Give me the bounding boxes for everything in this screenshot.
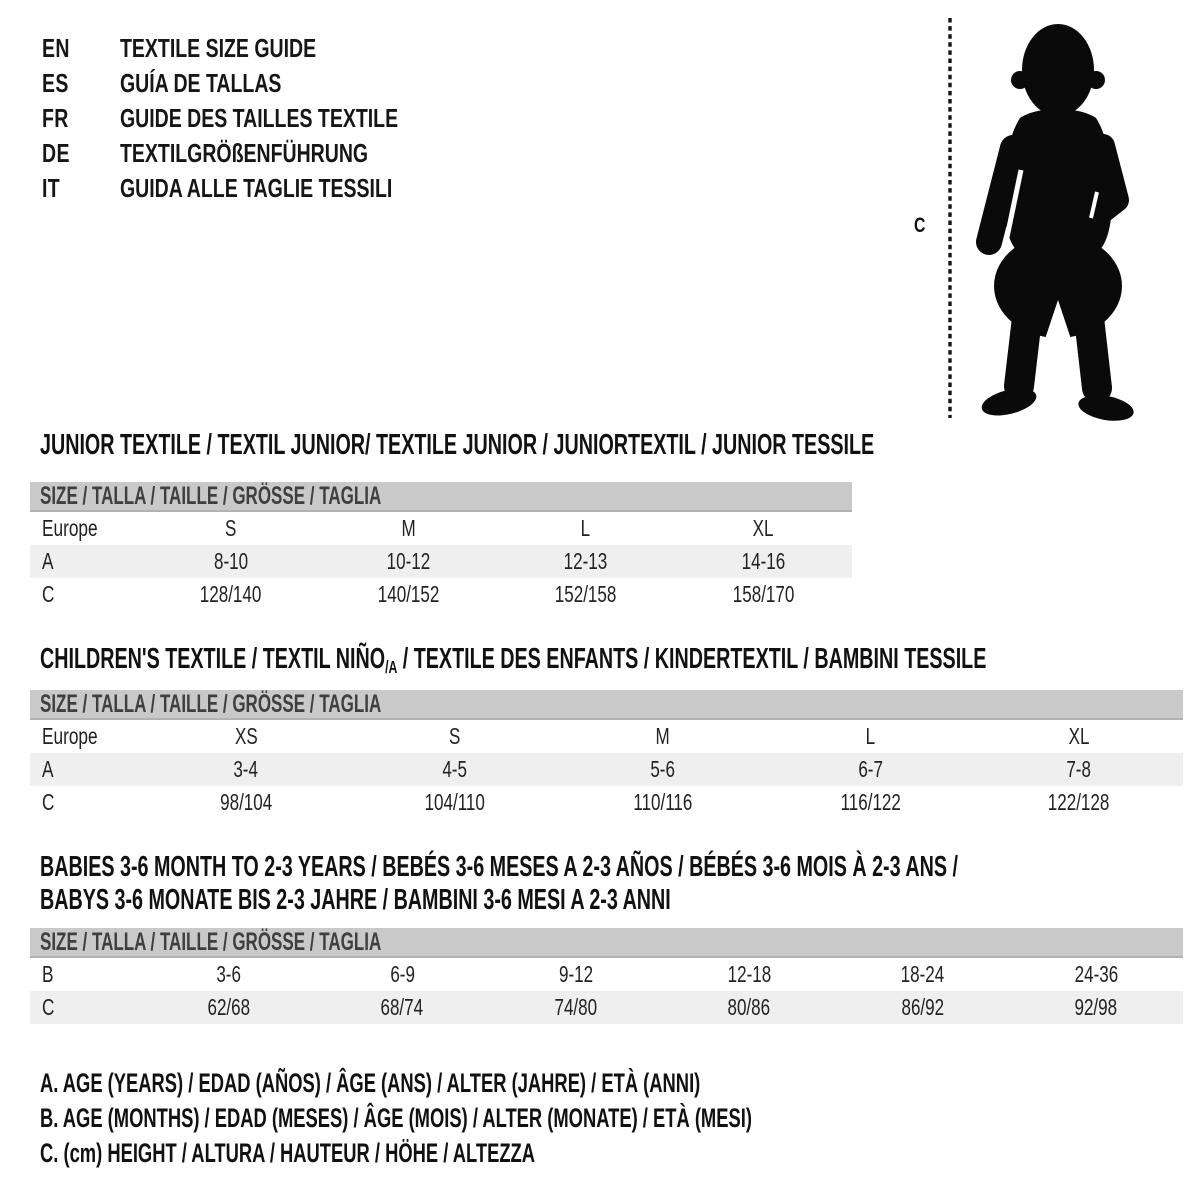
table-row [30,512,852,545]
row-label [30,578,142,611]
language-code [42,173,120,204]
language-code-text: IT [42,173,61,203]
size-cell-text: M [401,515,416,541]
size-cell-text: 6-9 [389,961,415,987]
size-cell [142,578,320,611]
children-size-table [30,690,1183,819]
size-cell-text: 18-24 [900,961,945,987]
language-label [120,68,335,99]
children-title-subscript: /A [385,657,398,678]
size-cell [320,578,498,611]
size-cell [142,991,316,1024]
table-row [30,991,1183,1024]
row-label [30,545,142,578]
junior-size-table [30,482,852,611]
row-label-text: C [42,581,55,607]
legend-line-text: A. AGE (YEARS) / EDAD (AÑOS) / ÂGE (ANS) / ALTER (JAHRE) / ETÀ (ANNI) [40,1068,701,1098]
size-cell [975,753,1183,786]
size-cell [350,720,558,753]
row-label [30,512,142,545]
size-cell [1010,991,1184,1024]
language-row [42,171,491,206]
legend-line-text: B. AGE (MONTHS) / EDAD (MESES) / ÂGE (MOIS) / ALTER (MONATE) / ETÀ (MESI) [40,1103,752,1133]
size-cell [497,578,675,611]
size-cell [142,958,316,991]
size-cell-text: 86/92 [901,994,945,1020]
language-label [120,173,483,204]
row-label [30,720,142,753]
size-cell-text: 62/68 [207,994,251,1020]
baby-silhouette-icon [965,20,1145,422]
size-cell [558,753,766,786]
size-cell [558,720,766,753]
language-row [42,136,491,171]
table-row [30,958,1183,991]
size-cell [663,958,837,991]
language-code [42,138,120,169]
table-header-label: SIZE / TALLA / TAILLE / GRÖSSE / TAGLIA [40,928,382,956]
language-row [42,31,491,66]
children-section-title [40,643,1200,684]
size-cell [316,958,490,991]
language-code [42,33,120,64]
size-cell [675,512,853,545]
size-cell-text: S [225,515,237,541]
size-cell [663,991,837,1024]
size-cell [767,786,975,819]
junior-section-title [40,429,1200,462]
babies-title-line2: BABYS 3-6 MONATE BIS 2-3 JAHRE / BAMBINI 3-6 MESI A 2-3 ANNI [40,884,671,916]
language-label-text: GUIDA ALLE TAGLIE TESSILI [120,173,393,203]
size-cell-text: 9-12 [558,961,593,987]
size-cell-text: 10-12 [386,548,431,574]
language-label-text: TEXTILGRÖßENFÜHRUNG [120,138,369,168]
junior-section-title-text: JUNIOR TEXTILE / TEXTIL JUNIOR/ TEXTILE JUNIOR / JUNIORTEXTIL / JUNIOR TESSILE [40,429,875,461]
language-code-text: ES [42,68,69,98]
size-cell-text: 104/110 [424,789,485,815]
size-cell [489,991,663,1024]
size-cell [975,720,1183,753]
size-cell [836,958,1010,991]
row-label-text: Europe [42,515,98,541]
table-header-label: SIZE / TALLA / TAILLE / GRÖSSE / TAGLIA [40,482,382,510]
language-code-text: FR [42,103,69,133]
size-cell [489,958,663,991]
size-cell-text: 98/104 [220,789,273,815]
size-cell-text: 68/74 [380,994,424,1020]
children-title-before: CHILDREN'S TEXTILE / TEXTIL NIÑO [40,643,386,675]
table-row [30,578,852,611]
row-label-text: A [42,548,54,574]
height-marker-label-text: C [914,214,926,237]
size-cell [675,578,853,611]
language-code-text: DE [42,138,70,168]
row-label-text: C [42,789,55,815]
size-cell-text: 14-16 [741,548,786,574]
size-cell [497,545,675,578]
row-label-text: Europe [42,723,98,749]
size-cell-text: 92/98 [1074,994,1118,1020]
size-cell [142,720,350,753]
row-label-text: B [42,961,54,987]
size-cell [316,991,490,1024]
size-cell-text: 5-6 [650,756,675,782]
language-label-text: GUÍA DE TALLAS [120,68,282,98]
language-row [42,66,491,101]
row-label-text: C [42,994,55,1020]
size-cell-text: 74/80 [554,994,598,1020]
size-cell [142,512,320,545]
size-cell-text: 4-5 [441,756,467,782]
size-cell-text: 152/158 [554,581,617,607]
size-cell [142,545,320,578]
table-header [30,482,852,512]
size-cell-text: 12-13 [563,548,608,574]
size-cell [767,720,975,753]
legend-line [40,1066,1087,1101]
table-header [30,928,1183,958]
size-cell [558,786,766,819]
height-measure-line [947,18,953,418]
row-label [30,753,142,786]
size-cell-text: 12-18 [727,961,772,987]
babies-size-table [30,928,1183,1024]
size-cell [497,512,675,545]
table-row [30,753,1183,786]
language-label-text: GUIDE DES TAILLES TEXTILE [120,103,399,133]
babies-title-line1: BABIES 3-6 MONTH TO 2-3 YEARS / BEBÉS 3-6 MESES A 2-3 AÑOS / BÉBÉS 3-6 MOIS À 2-3 ANS / [40,851,958,883]
size-cell-text: 158/170 [732,581,795,607]
language-code-text: EN [42,33,70,63]
size-cell [1010,958,1184,991]
language-label [120,103,491,134]
size-cell-text: XL [752,515,774,541]
size-cell-text: 7-8 [1066,756,1092,782]
size-cell [142,753,350,786]
table-row [30,720,1183,753]
size-cell-text: 3-6 [216,961,242,987]
table-header-label: SIZE / TALLA / TAILLE / GRÖSSE / TAGLIA [40,690,382,718]
legend-line [40,1136,1087,1171]
size-cell-text: 3-4 [233,756,259,782]
table-header [30,690,1183,720]
size-cell [350,786,558,819]
size-cell-text: XS [234,723,258,749]
size-cell-text: 8-10 [213,548,248,574]
table-row [30,545,852,578]
children-title-after: / TEXTILE DES ENFANTS / KINDERTEXTIL / BAMBINI TESSILE [397,643,987,675]
babies-section-title [40,851,1200,917]
legend-line-text: C. (cm) HEIGHT / ALTURA / HAUTEUR / HÖHE / ALTEZZA [40,1138,536,1168]
legend-line [40,1101,1087,1136]
size-cell-text: 140/152 [377,581,440,607]
language-code [42,68,120,99]
size-cell-text: L [581,515,591,541]
row-label-text: A [42,756,54,782]
size-cell-text: S [448,723,460,749]
size-cell-text: 116/122 [840,789,901,815]
language-list [42,31,491,206]
language-label [120,33,381,64]
size-cell-text: 128/140 [199,581,262,607]
size-cell [350,753,558,786]
row-label [30,991,142,1024]
size-cell-text: 80/86 [727,994,771,1020]
size-cell [142,786,350,819]
children-section-title-text [40,643,986,684]
size-cell [836,991,1010,1024]
size-cell [320,545,498,578]
row-label [30,958,142,991]
table-row [30,786,1183,819]
measurement-legend [40,1066,1087,1171]
size-cell-text: M [655,723,670,749]
language-label [120,138,451,169]
language-row [42,101,491,136]
size-cell-text: 24-36 [1074,961,1119,987]
size-cell-text: 6-7 [858,756,884,782]
row-label [30,786,142,819]
size-cell [767,753,975,786]
size-cell [675,545,853,578]
height-marker-label [914,214,929,238]
size-cell [975,786,1183,819]
size-cell-text: 122/128 [1048,789,1110,815]
language-label-text: TEXTILE SIZE GUIDE [120,33,317,63]
size-cell [320,512,498,545]
size-cell-text: XL [1068,723,1090,749]
size-cell-text: 110/116 [633,789,693,815]
size-cell-text: L [865,723,876,749]
language-code [42,103,120,134]
